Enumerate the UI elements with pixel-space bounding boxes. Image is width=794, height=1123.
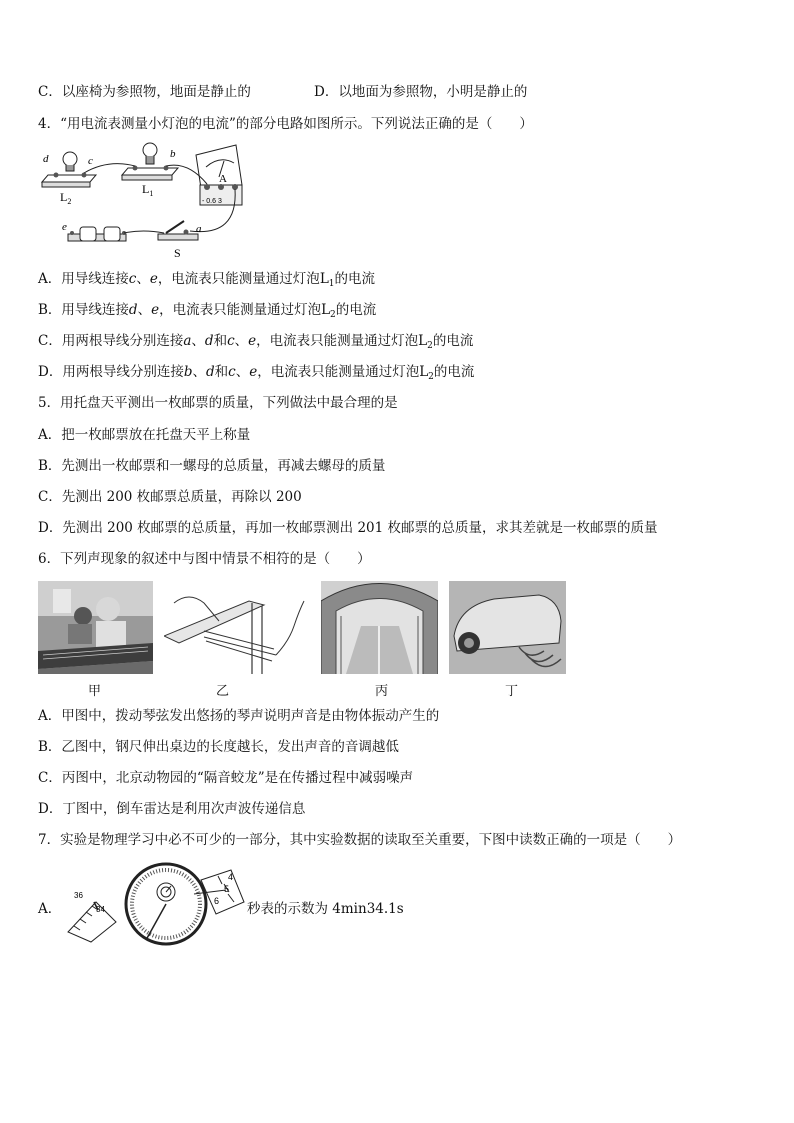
q5-option-c: C．先测出 200 枚邮票总质量，再除以 200 bbox=[38, 489, 302, 505]
dial-tick-34: 34 bbox=[96, 905, 105, 914]
q7-stem: 7．实验是物理学习中必不可少的一部分，其中实验数据的读取至关重要，下图中读数正确的一项是（ ） bbox=[38, 832, 682, 848]
caption-bing: 丙 bbox=[375, 684, 389, 699]
switch-label: S bbox=[174, 246, 181, 260]
q6-option-a: A．甲图中，拨动琴弦发出悠扬的琴声说明声音是由物体振动产生的 bbox=[38, 708, 440, 724]
photo-ruler-desk bbox=[164, 581, 309, 674]
photo-car-radar bbox=[449, 581, 566, 674]
terminal-d-label: d bbox=[43, 153, 49, 165]
terminal-b-label: b bbox=[170, 148, 176, 160]
dial-tick-5: 5 bbox=[224, 884, 230, 894]
caption-yi: 乙 bbox=[216, 684, 230, 699]
dial-tick-4: 4 bbox=[228, 872, 234, 882]
caption-ding: 丁 bbox=[505, 684, 519, 699]
q5-option-b: B．先测出一枚邮票和一螺母的总质量，再减去螺母的质量 bbox=[38, 458, 386, 474]
photo-noise-barrier bbox=[321, 581, 438, 674]
ammeter-terminals: - 0.6 3 bbox=[202, 198, 222, 205]
dial-tick-6: 6 bbox=[214, 896, 220, 906]
terminal-c-label: c bbox=[88, 155, 93, 167]
q6-option-c: C．丙图中，北京动物园的“隔音蛟龙”是在传播过程中减弱噪声 bbox=[38, 770, 414, 786]
caption-jia: 甲 bbox=[88, 684, 102, 699]
q5-stem: 5．用托盘天平测出一枚邮票的质量，下列做法中最合理的是 bbox=[38, 395, 398, 411]
q4-option-d: D．用两根导线分别连接b、d和c、e，电流表只能测量通过灯泡$L_2$的电流 bbox=[38, 364, 475, 382]
q4-option-c: C．用两根导线分别连接a、d和c、e，电流表只能测量通过灯泡$L_2$的电流 bbox=[38, 333, 474, 351]
ammeter-label: A bbox=[219, 173, 227, 185]
q7-option-a-label: A． bbox=[38, 901, 62, 917]
q6-stem: 6．下列声现象的叙述中与图中情景不相符的是（ ） bbox=[38, 551, 371, 567]
q6-option-d: D．丁图中，倒车雷达是利用次声波传递信息 bbox=[38, 801, 306, 817]
bulb-l1-label: $L_1$ bbox=[142, 182, 154, 198]
q3-option-d: D．以地面为参照物，小明是静止的 bbox=[314, 84, 528, 100]
q5-option-d: D．先测出 200 枚邮票的总质量，再加一枚邮票测出 201 枚邮票的总质量，求其差就是一枚邮票的质量 bbox=[38, 520, 658, 536]
q4-option-a: A．用导线连接c、e，电流表只能测量通过灯泡$L_1$的电流 bbox=[38, 271, 376, 289]
q4-stem: 4．“用电流表测量小灯泡的电流”的部分电路如图所示。下列说法正确的是（ ） bbox=[38, 116, 533, 132]
bulb-l2-label: $L_2$ bbox=[60, 190, 72, 206]
stopwatch-figure bbox=[66, 862, 246, 948]
q5-option-a: A．把一枚邮票放在托盘天平上称量 bbox=[38, 427, 251, 443]
q6-option-b: B．乙图中，钢尺伸出桌边的长度越长，发出声音的音调越低 bbox=[38, 739, 399, 755]
q3-option-c: C．以座椅为参照物，地面是静止的 bbox=[38, 84, 251, 100]
q4-circuit-figure bbox=[38, 137, 248, 261]
q4-option-b: B．用导线连接d、e，电流表只能测量通过灯泡$L_2$的电流 bbox=[38, 302, 377, 320]
dial-tick-36: 36 bbox=[74, 891, 83, 900]
terminal-a-label: a bbox=[196, 223, 202, 235]
q7-option-a-text: 秒表的示数为 4min34.1s bbox=[247, 901, 404, 917]
circuit-diagram bbox=[38, 137, 248, 261]
photo-zither-playing bbox=[38, 581, 153, 674]
terminal-e-label: e bbox=[62, 221, 67, 233]
